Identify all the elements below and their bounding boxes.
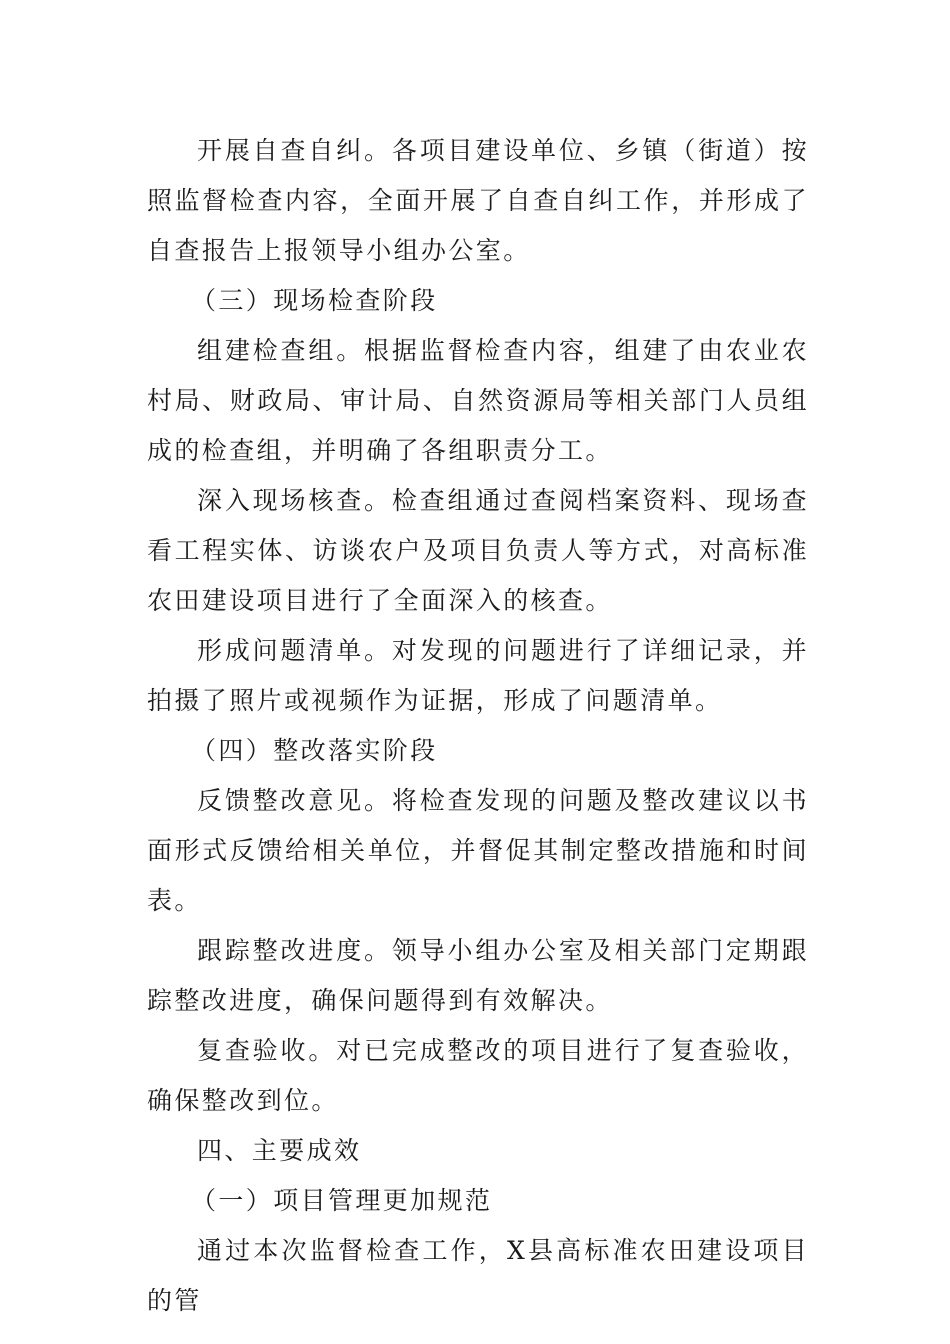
paragraph-self-inspection: 开展自查自纠。各项目建设单位、乡镇（街道）按照监督检查内容，全面开展了自查自纠工作，并形成了自查报告上报领导小组办公室。 — [147, 136, 809, 265]
paragraph-track-progress: 跟踪整改进度。领导小组办公室及相关部门定期跟踪整改进度，确保问题得到有效解决。 — [147, 936, 809, 1015]
subsection-heading-project-management: （一）项目管理更加规范 — [191, 1186, 493, 1215]
section-heading-main-results: 四、主要成效 — [197, 1136, 362, 1165]
paragraph-on-site-verification: 深入现场核查。检查组通过查阅档案资料、现场查看工程实体、访谈农户及项目负责人等方式，对高标准农田建设项目进行了全面深入的核查。 — [147, 486, 809, 615]
paragraph-results-intro: 通过本次监督检查工作，X县高标准农田建设项目的管 — [147, 1236, 809, 1315]
section-heading-site-inspection: （三）现场检查阶段 — [191, 286, 438, 315]
document-body — [147, 126, 809, 1326]
section-heading-rectification: （四）整改落实阶段 — [191, 736, 438, 765]
paragraph-problem-list: 形成问题清单。对发现的问题进行了详细记录，并拍摄了照片或视频作为证据，形成了问题清单。 — [147, 636, 809, 715]
paragraph-form-inspection-team: 组建检查组。根据监督检查内容，组建了由农业农村局、财政局、审计局、自然资源局等相关部门人员组成的检查组，并明确了各组职责分工。 — [147, 336, 809, 465]
paragraph-feedback-opinions: 反馈整改意见。将检查发现的问题及整改建议以书面形式反馈给相关单位，并督促其制定整改措施和时间表。 — [147, 786, 809, 915]
paragraph-re-inspection: 复查验收。对已完成整改的项目进行了复查验收，确保整改到位。 — [147, 1036, 809, 1115]
